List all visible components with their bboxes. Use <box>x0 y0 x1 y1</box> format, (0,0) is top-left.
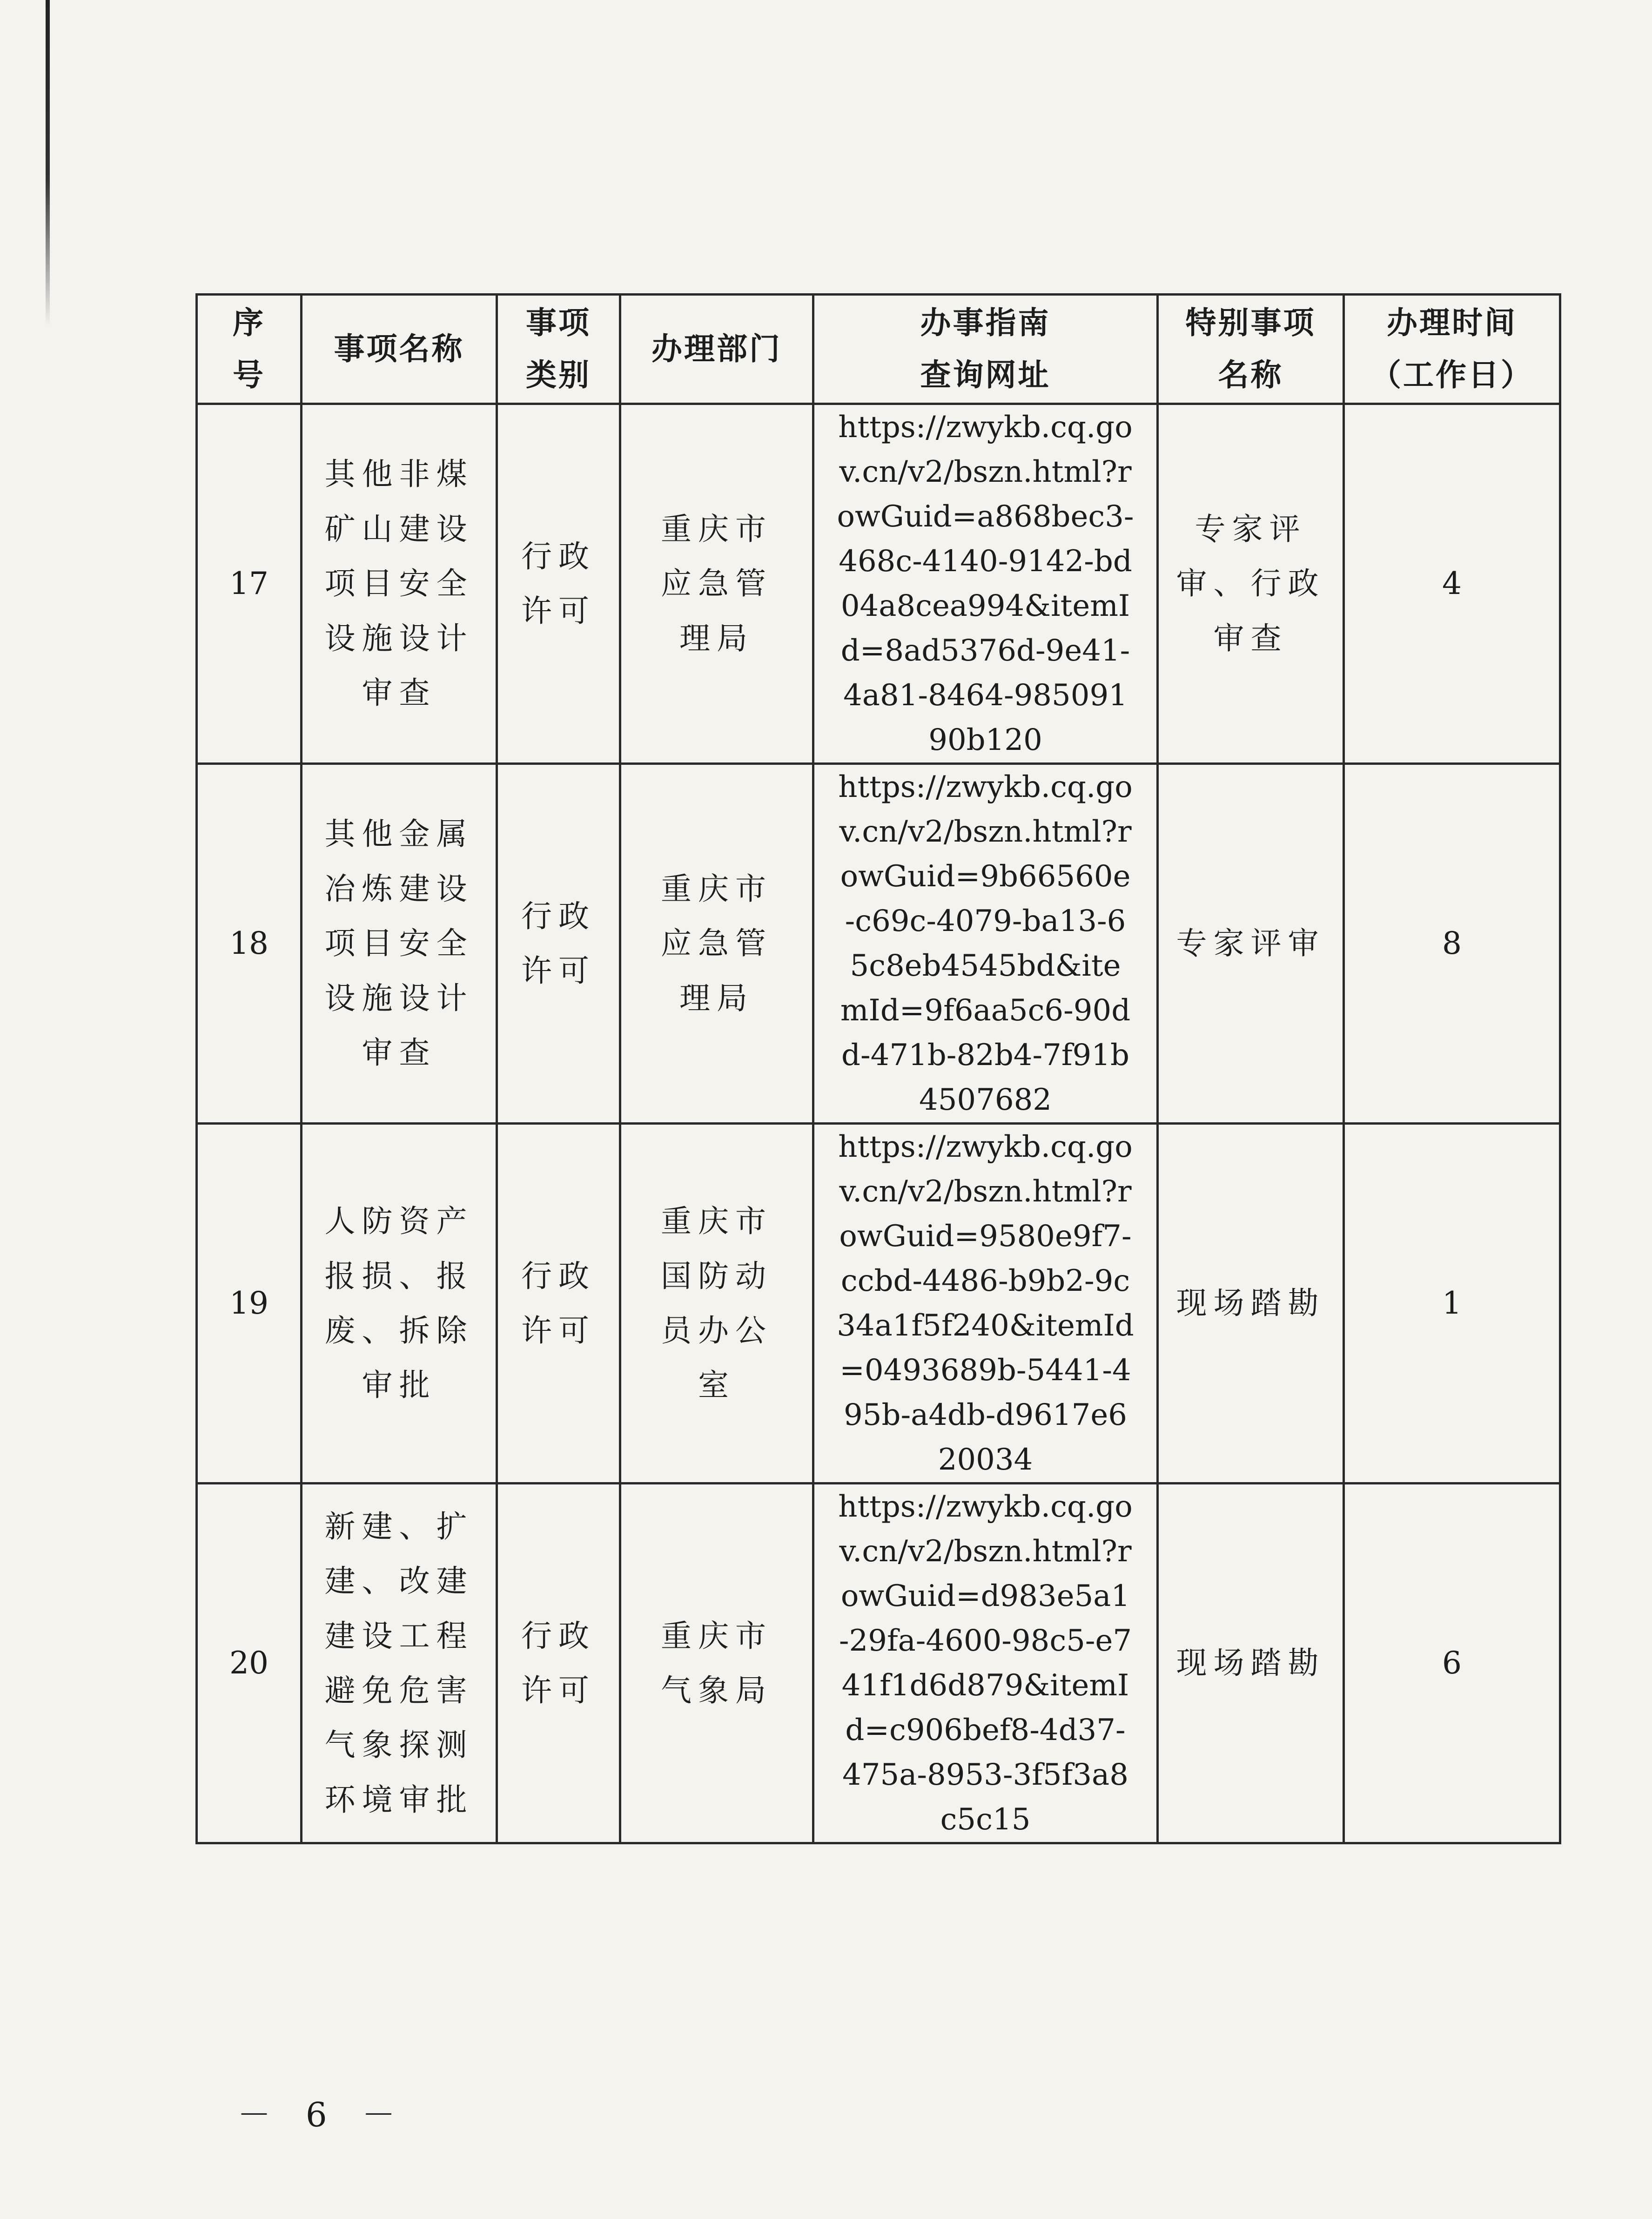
table-body <box>197 404 1560 1843</box>
row-seq: 20 <box>197 1484 302 1843</box>
header-duration <box>1344 295 1560 404</box>
row-guide-url-cell <box>813 1484 1158 1843</box>
row-category: 行政许可 <box>521 1618 596 1708</box>
row-guide-url-link[interactable]: https://zwykb.cq.gov.cn/v2/bszn.html?rowGuid=9b66560e-c69c-4079-ba13-65c8eb4545bd&itemId=9f6aa5c6-90dd-471b-82b4-7f91b4507682 <box>838 770 1133 1117</box>
items-table <box>195 293 1561 1844</box>
table-row <box>197 764 1560 1124</box>
row-department: 重庆市气象局 <box>661 1618 772 1708</box>
row-guide-url-link[interactable]: https://zwykb.cq.gov.cn/v2/bszn.html?rowGuid=a868bec3-468c-4140-9142-bd04a8cea994&itemId=8ad5376d-9e41-4a81-8464-98509190b120 <box>837 410 1134 757</box>
row-item-name-cell <box>302 1124 497 1484</box>
header-guide-url <box>813 295 1158 404</box>
row-department: 重庆市应急管理局 <box>661 511 772 656</box>
row-item-name-cell <box>302 1484 497 1843</box>
row-guide-url-link[interactable]: https://zwykb.cq.gov.cn/v2/bszn.html?rowGuid=9580e9f7-ccbd-4486-b9b2-9c34a1f5f240&itemId=0493689b-5441-495b-a4db-d9617e620034 <box>837 1130 1134 1477</box>
header-category-label: 事项类别 <box>526 304 591 393</box>
table-row <box>197 1124 1560 1484</box>
header-department <box>620 295 813 404</box>
row-seq: 19 <box>197 1124 302 1484</box>
row-special-item-cell <box>1158 1484 1344 1843</box>
row-category-cell <box>497 404 620 764</box>
row-item-name: 其他非煤矿山建设项目安全设施设计审查 <box>324 456 474 711</box>
row-special-item: 现场踏勘 <box>1176 1645 1325 1681</box>
row-item-name: 新建、扩建、改建建设工程避免危害气象探测环境审批 <box>324 1508 474 1818</box>
row-item-name: 人防资产报损、报废、拆除审批 <box>324 1203 474 1403</box>
row-special-item: 现场踏勘 <box>1176 1285 1325 1322</box>
row-department-cell <box>620 1124 813 1484</box>
row-item-name: 其他金属冶炼建设项目安全设施设计审查 <box>324 816 474 1071</box>
row-item-name-cell <box>302 764 497 1124</box>
row-special-item-cell <box>1158 1124 1344 1484</box>
header-seq-label: 序号 <box>233 304 265 393</box>
row-special-item-cell <box>1158 404 1344 764</box>
row-department: 重庆市应急管理局 <box>661 870 772 1016</box>
scan-binding-edge <box>46 0 50 326</box>
row-category: 行政许可 <box>521 898 596 989</box>
row-department: 重庆市国防动员办公室 <box>661 1203 772 1403</box>
header-item-name-label: 事项名称 <box>334 330 464 367</box>
header-seq <box>197 295 302 404</box>
row-department-cell <box>620 764 813 1124</box>
row-guide-url-link[interactable]: https://zwykb.cq.gov.cn/v2/bszn.html?rowGuid=d983e5a1-29fa-4600-98c5-e741f1d6d879&itemId=c906bef8-4d37-475a-8953-3f5f3a8c5c15 <box>838 1490 1133 1837</box>
row-special-item: 专家评审、行政审查 <box>1176 511 1325 656</box>
header-guide-url-label: 办事指南 查询网址 <box>920 304 1051 393</box>
row-guide-url-cell <box>813 404 1158 764</box>
row-special-item-cell <box>1158 764 1344 1124</box>
header-department-label: 办理部门 <box>651 330 782 367</box>
row-duration: 4 <box>1344 404 1560 764</box>
header-item-name <box>302 295 497 404</box>
row-guide-url-cell <box>813 1124 1158 1484</box>
table-header <box>197 295 1560 404</box>
row-seq: 17 <box>197 404 302 764</box>
header-row <box>197 295 1560 404</box>
row-category-cell <box>497 1484 620 1843</box>
table-row <box>197 404 1560 764</box>
row-department-cell <box>620 1484 813 1843</box>
header-special-item-label: 特别事项名称 <box>1185 304 1316 393</box>
row-item-name-cell <box>302 404 497 764</box>
row-category-cell <box>497 1124 620 1484</box>
row-special-item: 专家评审 <box>1176 925 1325 962</box>
header-special-item <box>1158 295 1344 404</box>
row-seq: 18 <box>197 764 302 1124</box>
row-category-cell <box>497 764 620 1124</box>
row-duration: 1 <box>1344 1124 1560 1484</box>
row-category: 行政许可 <box>521 538 596 629</box>
header-duration-label: 办理时间 （工作日） <box>1370 304 1533 393</box>
row-department-cell <box>620 404 813 764</box>
row-duration: 8 <box>1344 764 1560 1124</box>
page-number: － 6 － <box>237 2095 408 2134</box>
table-row <box>197 1484 1560 1843</box>
header-category <box>497 295 620 404</box>
row-duration: 6 <box>1344 1484 1560 1843</box>
row-guide-url-cell <box>813 764 1158 1124</box>
row-category: 行政许可 <box>521 1258 596 1349</box>
